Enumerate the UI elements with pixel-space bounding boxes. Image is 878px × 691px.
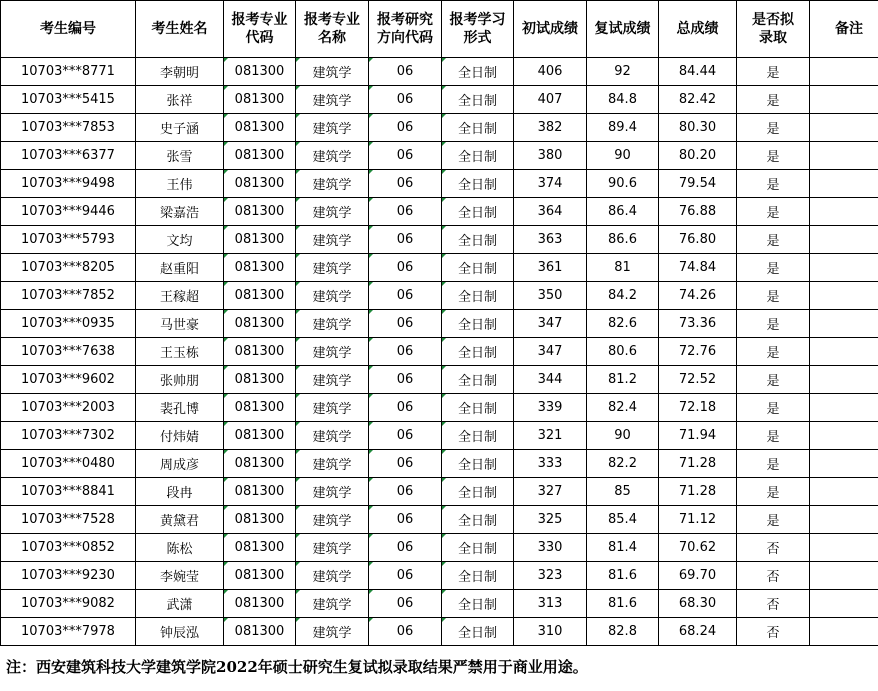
cell-candidate-id: 10703***9082 (1, 590, 136, 618)
cell-retest-score: 81.2 (587, 366, 659, 394)
cell-study-mode: 全日制 (442, 618, 514, 646)
cell-total-score: 71.28 (659, 478, 737, 506)
cell-candidate-id: 10703***8771 (1, 58, 136, 86)
cell-major-name: 建筑学 (296, 282, 369, 310)
cell-admit: 是 (737, 198, 810, 226)
cell-major-name: 建筑学 (296, 310, 369, 338)
cell-major-code: 081300 (224, 282, 296, 310)
cell-major-code: 081300 (224, 506, 296, 534)
cell-remark (810, 226, 878, 254)
cell-admit: 是 (737, 366, 810, 394)
footnote: 注：西安建筑科技大学建筑学院2022年硕士研究生复试拟录取结果严禁用于商业用途。 (6, 658, 588, 676)
cell-admit: 否 (737, 590, 810, 618)
cell-retest-score: 80.6 (587, 338, 659, 366)
cell-major-code: 081300 (224, 86, 296, 114)
cell-study-mode: 全日制 (442, 366, 514, 394)
cell-candidate-name: 张祥 (136, 86, 224, 114)
cell-total-score: 70.62 (659, 534, 737, 562)
table-row (1, 170, 878, 198)
cell-candidate-name: 钟辰泓 (136, 618, 224, 646)
cell-candidate-name: 赵重阳 (136, 254, 224, 282)
cell-total-score: 69.70 (659, 562, 737, 590)
cell-study-mode: 全日制 (442, 534, 514, 562)
cell-remark (810, 86, 878, 114)
cell-initial-score: 347 (514, 338, 587, 366)
cell-candidate-name: 段冉 (136, 478, 224, 506)
cell-candidate-name: 王伟 (136, 170, 224, 198)
cell-retest-score: 90 (587, 142, 659, 170)
cell-candidate-id: 10703***7852 (1, 282, 136, 310)
cell-admit: 是 (737, 142, 810, 170)
cell-initial-score: 330 (514, 534, 587, 562)
cell-candidate-name: 付炜婧 (136, 422, 224, 450)
cell-candidate-id: 10703***9230 (1, 562, 136, 590)
cell-total-score: 71.28 (659, 450, 737, 478)
cell-initial-score: 344 (514, 366, 587, 394)
cell-initial-score: 313 (514, 590, 587, 618)
cell-initial-score: 407 (514, 86, 587, 114)
cell-candidate-name: 武潇 (136, 590, 224, 618)
cell-candidate-name: 王玉栋 (136, 338, 224, 366)
cell-candidate-name: 陈松 (136, 534, 224, 562)
cell-retest-score: 89.4 (587, 114, 659, 142)
cell-direction-code: 06 (369, 86, 442, 114)
cell-direction-code: 06 (369, 310, 442, 338)
cell-candidate-name: 梁嘉浩 (136, 198, 224, 226)
cell-initial-score: 361 (514, 254, 587, 282)
cell-retest-score: 85.4 (587, 506, 659, 534)
cell-admit: 是 (737, 114, 810, 142)
cell-major-name: 建筑学 (296, 562, 369, 590)
cell-retest-score: 86.6 (587, 226, 659, 254)
cell-candidate-name: 张帅朋 (136, 366, 224, 394)
table-row (1, 86, 878, 114)
cell-direction-code: 06 (369, 226, 442, 254)
header-retest-score: 复试成绩 (587, 1, 659, 58)
cell-major-code: 081300 (224, 254, 296, 282)
cell-candidate-name: 张雪 (136, 142, 224, 170)
cell-candidate-name: 周成彦 (136, 450, 224, 478)
table-row (1, 450, 878, 478)
cell-admit: 是 (737, 506, 810, 534)
cell-candidate-id: 10703***9498 (1, 170, 136, 198)
cell-remark (810, 590, 878, 618)
cell-candidate-name: 史子涵 (136, 114, 224, 142)
cell-major-name: 建筑学 (296, 590, 369, 618)
header-name: 考生姓名 (136, 1, 224, 58)
header-initial-score: 初试成绩 (514, 1, 587, 58)
cell-total-score: 76.88 (659, 198, 737, 226)
cell-remark (810, 254, 878, 282)
cell-remark (810, 534, 878, 562)
cell-admit: 否 (737, 618, 810, 646)
cell-admit: 否 (737, 534, 810, 562)
cell-direction-code: 06 (369, 254, 442, 282)
cell-initial-score: 374 (514, 170, 587, 198)
table-row (1, 282, 878, 310)
cell-remark (810, 478, 878, 506)
cell-total-score: 71.94 (659, 422, 737, 450)
cell-admit: 是 (737, 282, 810, 310)
header-major-code: 报考专业 代码 (224, 1, 296, 58)
cell-total-score: 82.42 (659, 86, 737, 114)
cell-major-code: 081300 (224, 562, 296, 590)
cell-remark (810, 198, 878, 226)
cell-remark (810, 422, 878, 450)
cell-admit: 是 (737, 226, 810, 254)
cell-remark (810, 310, 878, 338)
cell-study-mode: 全日制 (442, 478, 514, 506)
cell-major-code: 081300 (224, 226, 296, 254)
table-row (1, 58, 878, 86)
table-row (1, 114, 878, 142)
cell-remark (810, 114, 878, 142)
table-row (1, 394, 878, 422)
cell-major-name: 建筑学 (296, 366, 369, 394)
cell-initial-score: 339 (514, 394, 587, 422)
cell-remark (810, 282, 878, 310)
cell-retest-score: 92 (587, 58, 659, 86)
cell-candidate-id: 10703***8841 (1, 478, 136, 506)
cell-major-code: 081300 (224, 534, 296, 562)
cell-admit: 是 (737, 86, 810, 114)
cell-major-name: 建筑学 (296, 58, 369, 86)
cell-major-name: 建筑学 (296, 422, 369, 450)
cell-admit: 是 (737, 310, 810, 338)
cell-retest-score: 81.4 (587, 534, 659, 562)
cell-initial-score: 321 (514, 422, 587, 450)
cell-remark (810, 170, 878, 198)
cell-remark (810, 58, 878, 86)
cell-admit: 是 (737, 422, 810, 450)
cell-initial-score: 363 (514, 226, 587, 254)
table-row (1, 198, 878, 226)
cell-candidate-name: 王稼超 (136, 282, 224, 310)
cell-study-mode: 全日制 (442, 226, 514, 254)
table-row (1, 478, 878, 506)
cell-major-code: 081300 (224, 590, 296, 618)
cell-candidate-id: 10703***7528 (1, 506, 136, 534)
cell-direction-code: 06 (369, 478, 442, 506)
cell-total-score: 84.44 (659, 58, 737, 86)
cell-major-code: 081300 (224, 450, 296, 478)
cell-candidate-id: 10703***8205 (1, 254, 136, 282)
cell-remark (810, 142, 878, 170)
cell-total-score: 74.26 (659, 282, 737, 310)
cell-major-code: 081300 (224, 142, 296, 170)
cell-study-mode: 全日制 (442, 506, 514, 534)
cell-study-mode: 全日制 (442, 86, 514, 114)
cell-total-score: 68.24 (659, 618, 737, 646)
table-row (1, 506, 878, 534)
cell-initial-score: 333 (514, 450, 587, 478)
cell-retest-score: 82.8 (587, 618, 659, 646)
cell-major-name: 建筑学 (296, 226, 369, 254)
cell-major-name: 建筑学 (296, 506, 369, 534)
cell-candidate-name: 黄黛君 (136, 506, 224, 534)
cell-direction-code: 06 (369, 170, 442, 198)
cell-major-name: 建筑学 (296, 338, 369, 366)
cell-total-score: 72.76 (659, 338, 737, 366)
cell-direction-code: 06 (369, 590, 442, 618)
cell-major-name: 建筑学 (296, 478, 369, 506)
cell-initial-score: 327 (514, 478, 587, 506)
cell-initial-score: 347 (514, 310, 587, 338)
cell-remark (810, 450, 878, 478)
table-row (1, 254, 878, 282)
cell-total-score: 72.52 (659, 366, 737, 394)
cell-major-code: 081300 (224, 618, 296, 646)
cell-total-score: 74.84 (659, 254, 737, 282)
cell-major-code: 081300 (224, 366, 296, 394)
cell-admit: 是 (737, 170, 810, 198)
cell-admit: 是 (737, 394, 810, 422)
cell-direction-code: 06 (369, 198, 442, 226)
cell-direction-code: 06 (369, 394, 442, 422)
cell-candidate-id: 10703***7978 (1, 618, 136, 646)
cell-study-mode: 全日制 (442, 114, 514, 142)
cell-candidate-name: 文均 (136, 226, 224, 254)
table-row (1, 366, 878, 394)
cell-retest-score: 81 (587, 254, 659, 282)
cell-candidate-id: 10703***5793 (1, 226, 136, 254)
cell-initial-score: 406 (514, 58, 587, 86)
cell-remark (810, 338, 878, 366)
cell-study-mode: 全日制 (442, 58, 514, 86)
cell-initial-score: 323 (514, 562, 587, 590)
cell-total-score: 76.80 (659, 226, 737, 254)
cell-total-score: 73.36 (659, 310, 737, 338)
table-body (1, 58, 878, 646)
table-row (1, 338, 878, 366)
cell-retest-score: 81.6 (587, 590, 659, 618)
cell-study-mode: 全日制 (442, 394, 514, 422)
cell-retest-score: 86.4 (587, 198, 659, 226)
cell-total-score: 68.30 (659, 590, 737, 618)
cell-candidate-name: 马世豪 (136, 310, 224, 338)
cell-direction-code: 06 (369, 450, 442, 478)
cell-candidate-id: 10703***6377 (1, 142, 136, 170)
cell-major-name: 建筑学 (296, 618, 369, 646)
cell-study-mode: 全日制 (442, 562, 514, 590)
cell-retest-score: 84.8 (587, 86, 659, 114)
cell-initial-score: 350 (514, 282, 587, 310)
table-row (1, 142, 878, 170)
cell-major-name: 建筑学 (296, 198, 369, 226)
cell-direction-code: 06 (369, 562, 442, 590)
cell-initial-score: 310 (514, 618, 587, 646)
cell-study-mode: 全日制 (442, 142, 514, 170)
cell-candidate-id: 10703***7853 (1, 114, 136, 142)
cell-candidate-id: 10703***5415 (1, 86, 136, 114)
cell-admit: 是 (737, 478, 810, 506)
cell-study-mode: 全日制 (442, 450, 514, 478)
cell-direction-code: 06 (369, 506, 442, 534)
header-major-name: 报考专业 名称 (296, 1, 369, 58)
cell-major-code: 081300 (224, 198, 296, 226)
cell-retest-score: 85 (587, 478, 659, 506)
cell-study-mode: 全日制 (442, 338, 514, 366)
cell-total-score: 80.30 (659, 114, 737, 142)
table-row (1, 562, 878, 590)
cell-remark (810, 506, 878, 534)
cell-candidate-name: 李朝明 (136, 58, 224, 86)
cell-study-mode: 全日制 (442, 422, 514, 450)
table-row (1, 226, 878, 254)
cell-direction-code: 06 (369, 534, 442, 562)
cell-remark (810, 618, 878, 646)
cell-study-mode: 全日制 (442, 590, 514, 618)
table-row (1, 534, 878, 562)
cell-retest-score: 84.2 (587, 282, 659, 310)
cell-direction-code: 06 (369, 282, 442, 310)
header-direction-code: 报考研究 方向代码 (369, 1, 442, 58)
cell-retest-score: 82.6 (587, 310, 659, 338)
cell-candidate-id: 10703***0852 (1, 534, 136, 562)
cell-initial-score: 380 (514, 142, 587, 170)
cell-remark (810, 562, 878, 590)
cell-study-mode: 全日制 (442, 170, 514, 198)
cell-major-code: 081300 (224, 338, 296, 366)
cell-remark (810, 394, 878, 422)
cell-retest-score: 90.6 (587, 170, 659, 198)
cell-candidate-id: 10703***0935 (1, 310, 136, 338)
cell-major-name: 建筑学 (296, 114, 369, 142)
cell-direction-code: 06 (369, 618, 442, 646)
cell-major-code: 081300 (224, 478, 296, 506)
cell-direction-code: 06 (369, 366, 442, 394)
cell-candidate-id: 10703***0480 (1, 450, 136, 478)
cell-major-code: 081300 (224, 422, 296, 450)
table-row (1, 618, 878, 646)
table-row (1, 590, 878, 618)
cell-major-code: 081300 (224, 310, 296, 338)
header-study-mode: 报考学习 形式 (442, 1, 514, 58)
cell-major-code: 081300 (224, 394, 296, 422)
cell-major-code: 081300 (224, 170, 296, 198)
cell-initial-score: 364 (514, 198, 587, 226)
cell-direction-code: 06 (369, 338, 442, 366)
cell-major-name: 建筑学 (296, 142, 369, 170)
cell-major-name: 建筑学 (296, 254, 369, 282)
cell-candidate-name: 李婉莹 (136, 562, 224, 590)
cell-candidate-id: 10703***7638 (1, 338, 136, 366)
cell-study-mode: 全日制 (442, 198, 514, 226)
cell-total-score: 80.20 (659, 142, 737, 170)
table-header-row (1, 1, 878, 58)
cell-direction-code: 06 (369, 142, 442, 170)
cell-total-score: 71.12 (659, 506, 737, 534)
cell-admit: 是 (737, 338, 810, 366)
cell-candidate-id: 10703***7302 (1, 422, 136, 450)
cell-retest-score: 82.2 (587, 450, 659, 478)
cell-retest-score: 90 (587, 422, 659, 450)
cell-candidate-name: 裴孔博 (136, 394, 224, 422)
header-remark: 备注 (810, 1, 878, 58)
table-row (1, 310, 878, 338)
cell-initial-score: 325 (514, 506, 587, 534)
cell-admit: 否 (737, 562, 810, 590)
cell-study-mode: 全日制 (442, 254, 514, 282)
cell-candidate-id: 10703***9446 (1, 198, 136, 226)
cell-direction-code: 06 (369, 422, 442, 450)
cell-study-mode: 全日制 (442, 310, 514, 338)
header-admit: 是否拟 录取 (737, 1, 810, 58)
cell-candidate-id: 10703***2003 (1, 394, 136, 422)
cell-initial-score: 382 (514, 114, 587, 142)
cell-major-name: 建筑学 (296, 534, 369, 562)
cell-major-code: 081300 (224, 58, 296, 86)
cell-candidate-id: 10703***9602 (1, 366, 136, 394)
cell-remark (810, 366, 878, 394)
cell-total-score: 79.54 (659, 170, 737, 198)
cell-major-name: 建筑学 (296, 170, 369, 198)
cell-major-name: 建筑学 (296, 394, 369, 422)
cell-admit: 是 (737, 450, 810, 478)
cell-major-code: 081300 (224, 114, 296, 142)
cell-major-name: 建筑学 (296, 86, 369, 114)
table-row (1, 422, 878, 450)
cell-direction-code: 06 (369, 114, 442, 142)
cell-major-name: 建筑学 (296, 450, 369, 478)
cell-direction-code: 06 (369, 58, 442, 86)
header-total-score: 总成绩 (659, 1, 737, 58)
cell-total-score: 72.18 (659, 394, 737, 422)
cell-admit: 是 (737, 254, 810, 282)
cell-retest-score: 81.6 (587, 562, 659, 590)
cell-retest-score: 82.4 (587, 394, 659, 422)
cell-study-mode: 全日制 (442, 282, 514, 310)
cell-admit: 是 (737, 58, 810, 86)
header-id: 考生编号 (1, 1, 136, 58)
